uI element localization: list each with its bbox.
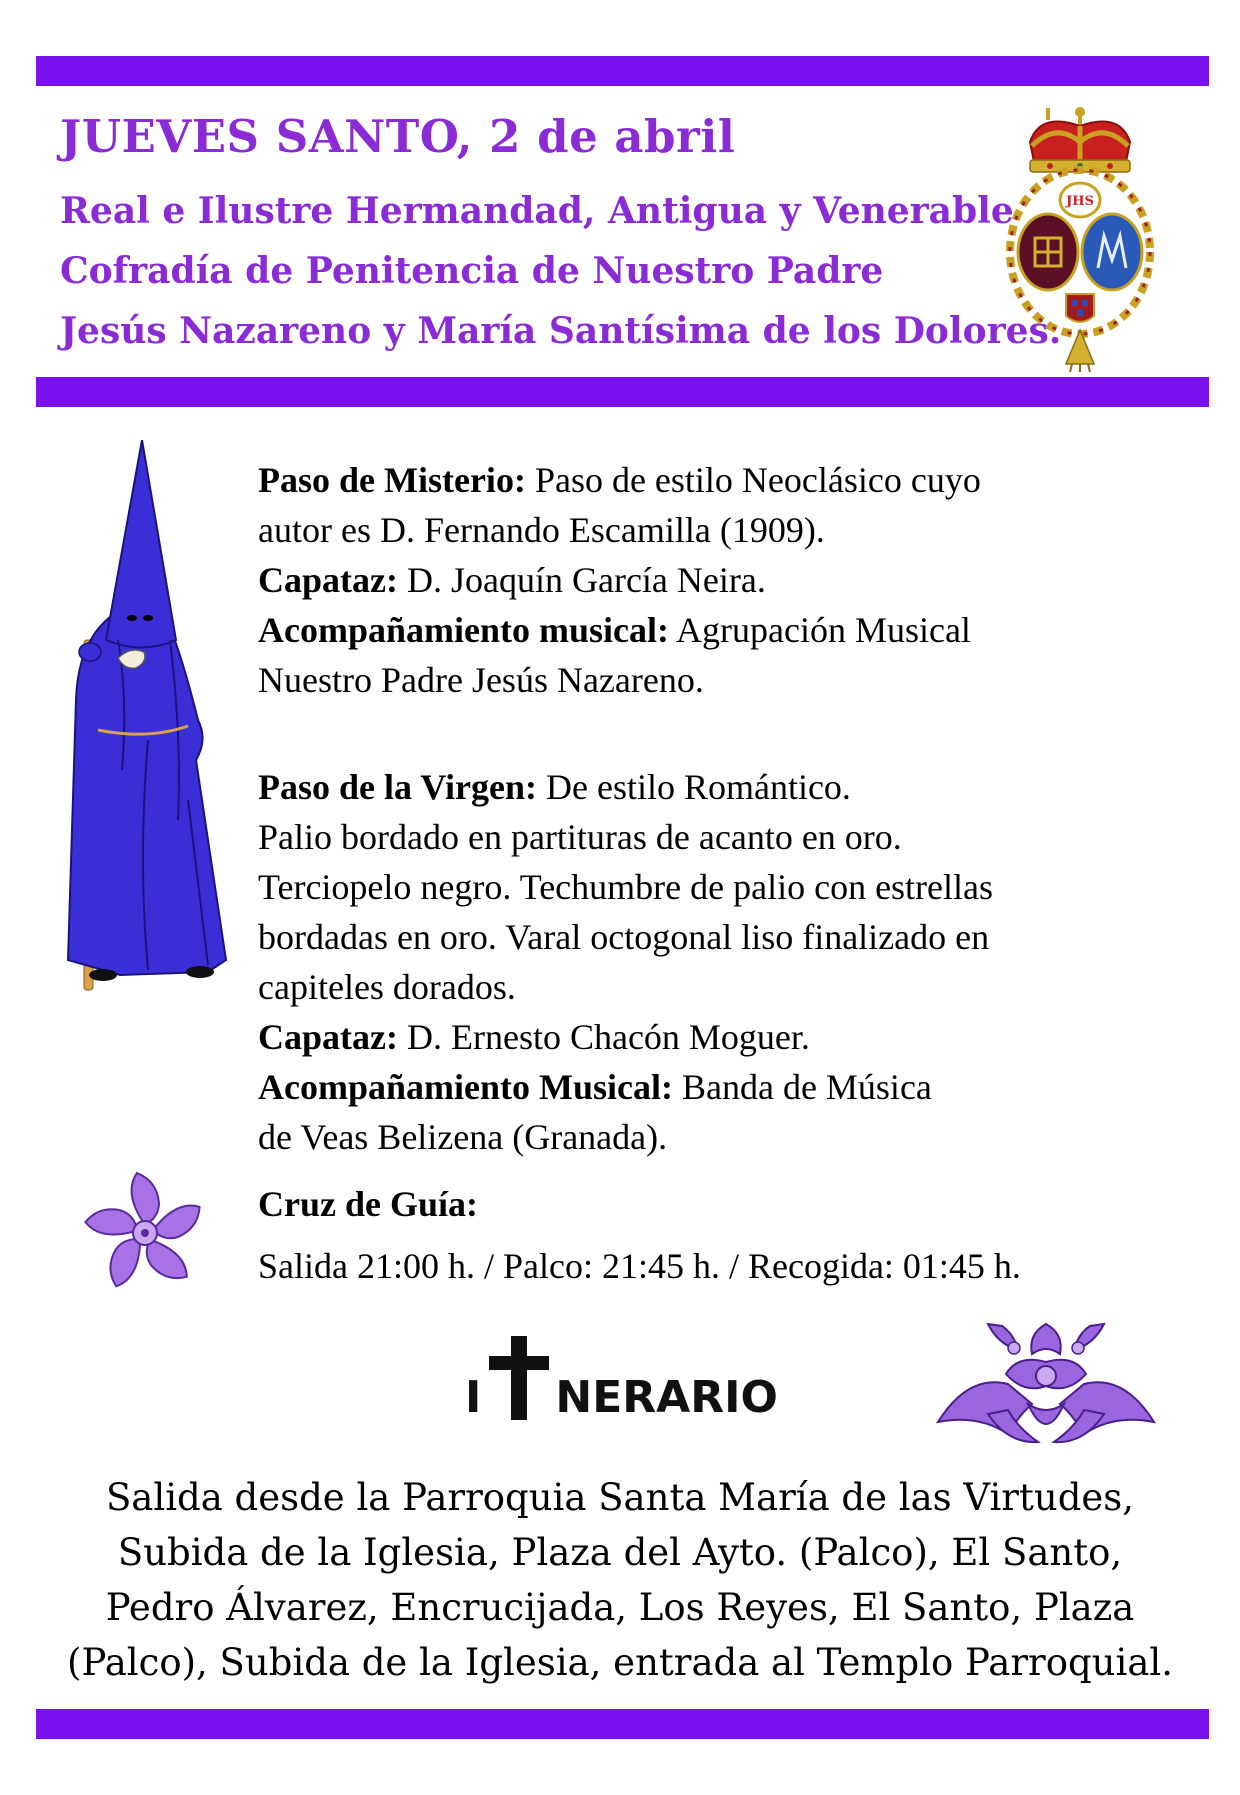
paso-misterio-text: Paso de estilo Neoclásico cuyo [525, 460, 981, 500]
nazareno-penitent-icon [58, 440, 238, 995]
capataz-misterio-text: D. Joaquín García Neira. [397, 560, 766, 600]
musica-misterio-text: Agrupación Musical [668, 610, 971, 650]
page-title: JUEVES SANTO, 2 de abril [60, 110, 736, 163]
top-accent-bar [36, 56, 1209, 86]
musica-virgen-text-2: de Veas Belizena (Granada). [258, 1117, 668, 1157]
musica-misterio-label: Acompañamiento musical: [258, 610, 669, 650]
paso-virgen-label: Paso de la Virgen: [258, 767, 537, 807]
cruz-de-guia-label: Cruz de Guía: [258, 1184, 478, 1224]
itinerary-line: Pedro Álvarez, Encrucijada, Los Reyes, El Santo, Plaza [105, 1586, 1135, 1629]
middle-accent-bar [36, 377, 1209, 407]
itinerary-line: Salida desde la Parroquia Santa María de las Virtudes, [105, 1476, 1135, 1519]
capataz-virgen-text: D. Ernesto Chacón Moguer. [397, 1017, 810, 1057]
floral-ornament-icon [928, 1304, 1164, 1454]
cruz-de-guia-times: Salida 21:00 h. / Palco: 21:45 h. / Recogida: 01:45 h. [258, 1246, 1021, 1286]
virgen-desc-line: Terciopelo negro. Techumbre de palio con estrellas [258, 867, 994, 907]
virgen-desc-line: bordadas en oro. Varal octogonal liso finalizado en [258, 917, 990, 957]
paso-virgen-section [258, 762, 993, 1162]
virgen-desc-line: capiteles dorados. [258, 967, 516, 1007]
coat-of-arms-icon [1000, 102, 1160, 374]
brotherhood-name-line-3: Jesús Nazareno y María Santísima de los Dolores. [60, 310, 1062, 352]
itinerario-heading-rest: NERARIO [555, 1372, 778, 1423]
musica-misterio-text-2: Nuestro Padre Jesús Nazareno. [258, 660, 704, 700]
crown-icon [1030, 107, 1130, 172]
musica-virgen-label: Acompañamiento Musical: [258, 1067, 673, 1107]
brotherhood-name-line-2: Cofradía de Penitencia de Nuestro Padre [60, 250, 884, 292]
flower-icon [80, 1168, 210, 1298]
bottom-accent-bar [36, 1709, 1209, 1739]
itinerary-line: (Palco), Subida de la Iglesia, entrada al Templo Parroquial. [67, 1641, 1173, 1684]
itinerario-heading [465, 1330, 778, 1423]
musica-virgen-text: Banda de Música [672, 1067, 932, 1107]
paso-misterio-section [258, 455, 981, 705]
itinerary-line: Subida de la Iglesia, Plaza del Ayto. (Palco), El Santo, [117, 1531, 1123, 1574]
virgen-desc-line: Palio bordado en partituras de acanto en oro. [258, 817, 902, 857]
svg-text:JHS: JHS [1066, 194, 1094, 209]
paso-misterio-label: Paso de Misterio: [258, 460, 526, 500]
itinerary-route [20, 1470, 1220, 1690]
cross-icon [489, 1336, 549, 1420]
capataz-misterio-label: Capataz: [258, 560, 398, 600]
itinerario-heading-first-letter: I [465, 1372, 482, 1423]
brotherhood-name-line-1: Real e Ilustre Hermandad, Antigua y Venerable [60, 190, 1014, 232]
paso-misterio-text-2: autor es D. Fernando Escamilla (1909). [258, 510, 825, 550]
capataz-virgen-label: Capataz: [258, 1017, 398, 1057]
paso-virgen-text: De estilo Romántico. [536, 767, 851, 807]
